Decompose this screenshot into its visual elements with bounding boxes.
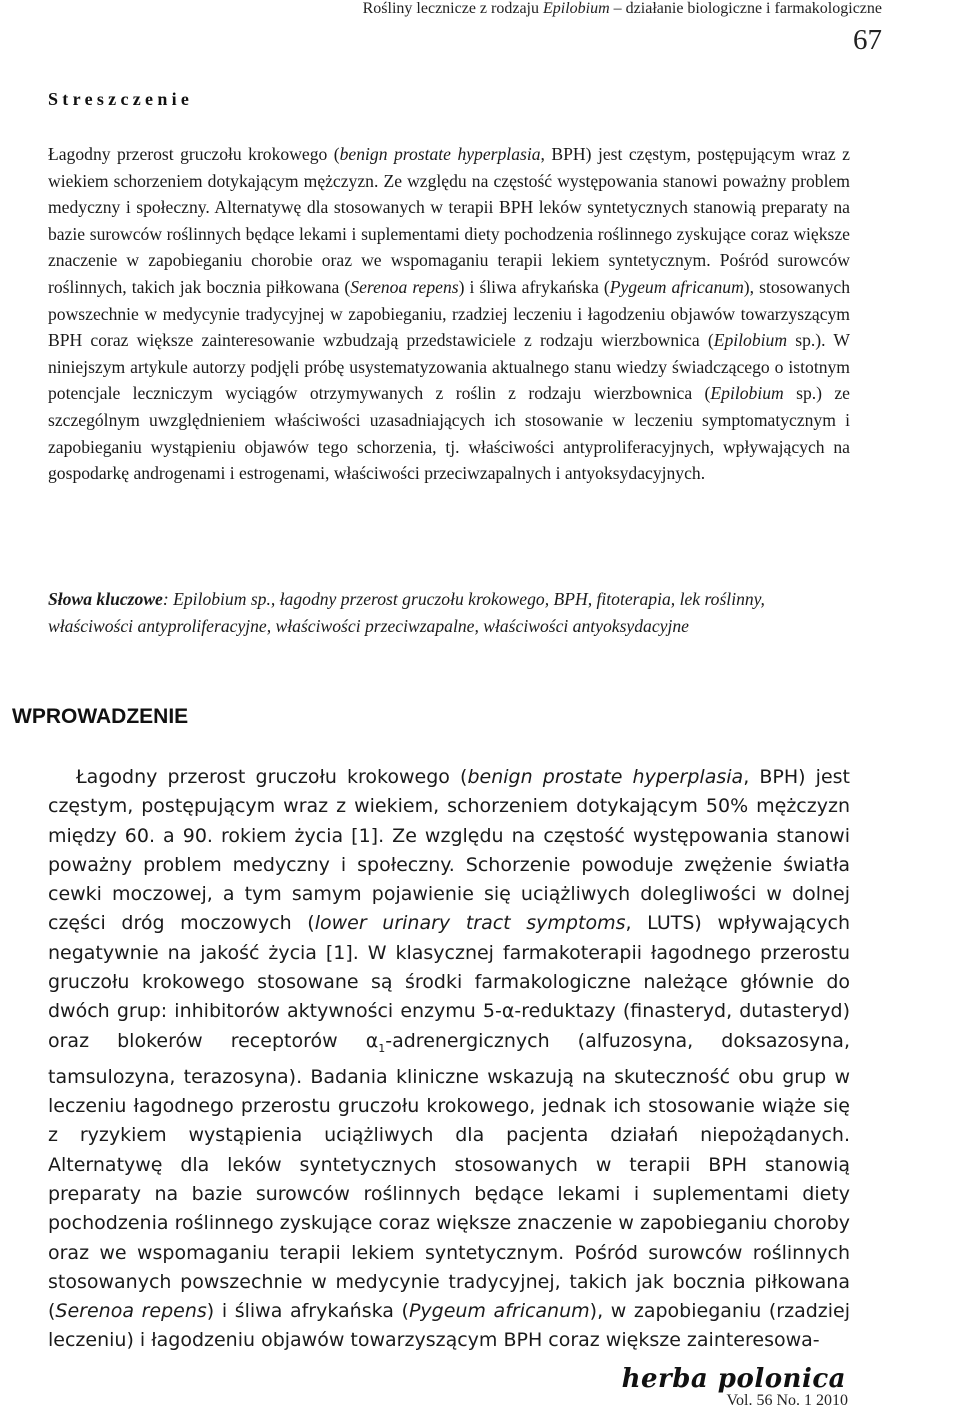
keywords [48, 586, 850, 639]
running-header-text-end: – działanie biologiczne i farmakologiczne [609, 0, 882, 17]
keywords-label: Słowa kluczowe [48, 589, 163, 609]
keywords-text: : Epilobium sp., łagodny przerost gruczołu krokowego, BPH, fitoterapia, lek roślinny, właściwości antyproliferacyjne, właściwości przeciwzapalne, właściwości antyoksydacyjne [48, 589, 765, 636]
journal-logo: herba polonica [621, 1364, 846, 1394]
abstract-heading: Streszczenie [48, 89, 194, 109]
running-header [363, 0, 882, 18]
abstract-body [48, 141, 850, 487]
abstract-paragraph: Łagodny przerost gruczołu krokowego (benign prostate hyperplasia, BPH) jest częstym, postępującym wraz z wiekiem schorzeniem dotykającym mężczyzn. Ze względu na częstość występowania stanowi poważny problem medyczny i społeczny. Alternatywę dla stosowanych w terapii BPH leków syntetycznych stanowią preparaty na bazie surowców roślinnych będące lekami i suplementami diety pochodzenia roślinnego zyskujące coraz większe znaczenie w zapobieganiu chorobie oraz we wspomaganiu terapii lekiem syntetycznym. Pośród surowców roślinnych, takich jak bocznia piłkowana (Serenoa repens) i śliwa afrykańska (Pygeum africanum), stosowanych powszechnie w medycynie tradycyjnej w zapobieganiu, rzadziej leczeniu i łagodzeniu objawów towarzyszącym BPH coraz większe zainteresowanie wzbudzają przedstawiciele z rodzaju wierzbownica (Epilobium sp.). W niniejszym artykule autorzy podjęli próbę usystematyzowania aktualnego stanu wiedzy świadczącego o istotnym potencjale leczniczym wyciągów otrzymywanych z roślin z rodzaju wierzbownica (Epilobium sp.) ze szczególnym uwzględnieniem właściwości uzasadniających ich stosowanie w leczeniu symptomatycznym i zapobieganiu wystąpieniu objawów tego schorzenia, tj. właściwości antyproliferacyjnych, wpływających na gospodarkę androgenami i estrogenami, właściwości przeciwzapalnych i antyoksydacyjnych. [48, 144, 850, 484]
running-header-genus: Epilobium [543, 0, 610, 17]
introduction-body [48, 763, 850, 1356]
volume-info: Vol. 56 No. 1 2010 [726, 1392, 848, 1409]
introduction-paragraph: Łagodny przerost gruczołu krokowego (benign prostate hyperplasia, BPH) jest częstym, postępującym wraz z wiekiem, schorzeniem dotykającym 50% mężczyzn między 60. a 90. rokiem życia [1]. Ze względu na częstość występowania stanowi poważny problem medyczny i społeczny. Schorzenie powoduje zwężenie światła cewki moczowej, a tym samym pojawienie się uciążliwych dolegliwości w dolnej części dróg moczowych (lower urinary tract symptoms, LUTS) wpływających negatywnie na jakość życia [1]. W klasycznej farmakoterapii łagodnego przerostu gruczołu krokowego stosowane są środki farmakologiczne należące głównie do dwóch grup: inhibitorów aktywności enzymu 5-α-reduktazy (finasteryd, dutasteryd) oraz blokerów receptorów $\alpha_1$-adrenergicznych (alfuzosyna, doksazosyna, tamsulozyna, terazosyna). Badania kliniczne wskazują na skuteczność obu grup w leczeniu łagodnego przerostu gruczołu krokowego, jednak ich stosowanie wiąże się z ryzykiem wystąpienia uciążliwych dla pacjenta działań niepożądanych. Alternatywę dla leków syntetycznych stosowanych w terapii BPH stanowią preparaty na bazie surowców roślinnych będące lekami i suplementami diety pochodzenia roślinnego zyskujące coraz większe znaczenie w zapobieganiu choroby oraz we wspomaganiu terapii lekiem syntetycznym. Pośród surowców roślinnych stosowanych powszechnie w medycynie tradycyjnej, takich jak bocznia piłkowana (Serenoa repens) i śliwa afrykańska (Pygeum africanum), w zapobieganiu (rzadziej leczeniu) i łagodzeniu objawów towarzyszącym BPH coraz większe zainteresowa- [48, 766, 850, 1352]
section-heading-introduction: WPROWADZENIE [12, 705, 189, 728]
running-header-text: Rośliny lecznicze z rodzaju [362, 0, 543, 17]
page-number: 67 [853, 24, 882, 56]
